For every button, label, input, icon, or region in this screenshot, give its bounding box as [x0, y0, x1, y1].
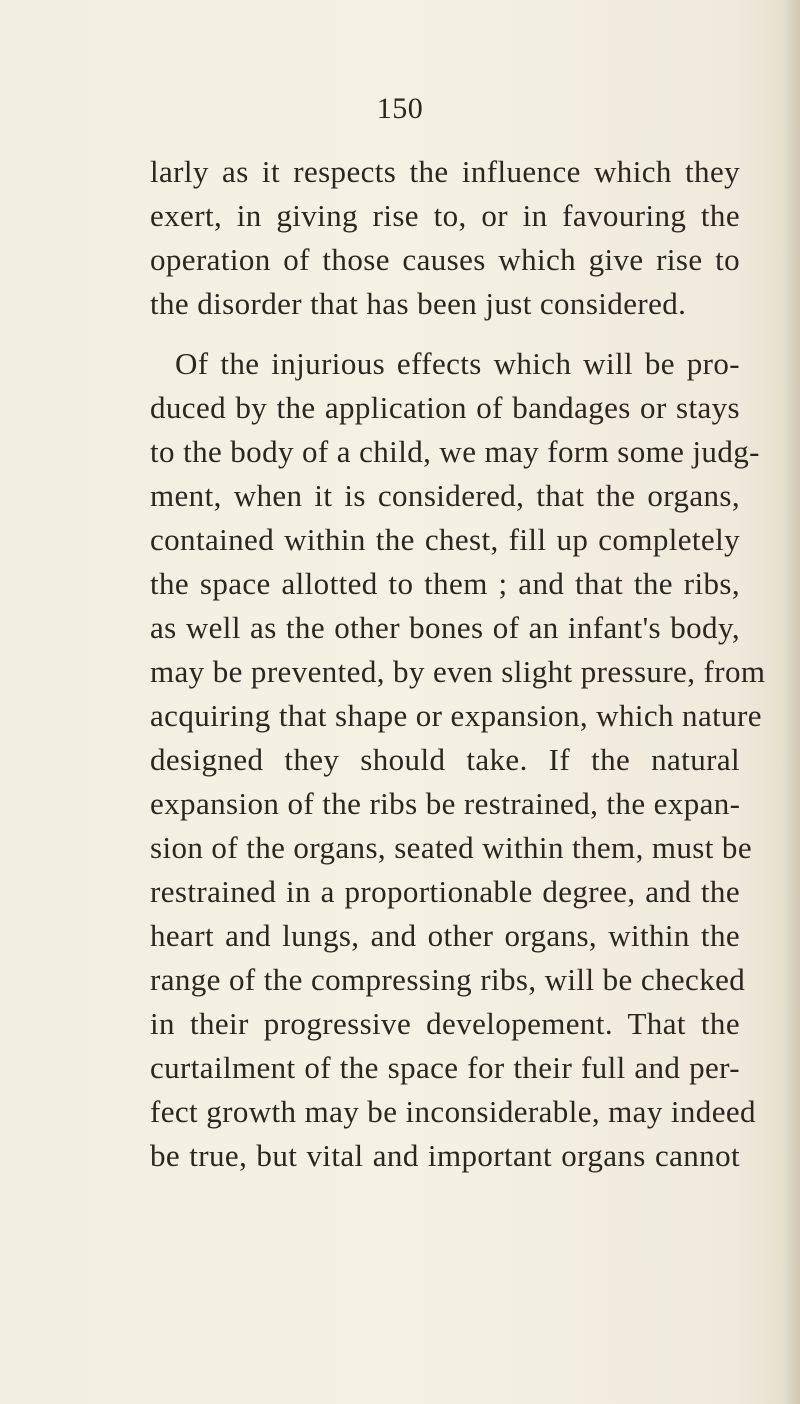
text-line: sion of the organs, seated within them, must be	[150, 830, 752, 865]
text-line: be true, but vital and important organs cannot	[150, 1138, 740, 1173]
text-line: the space allotted to them ; and that the ribs,	[150, 566, 740, 601]
text-line: fect growth may be inconsiderable, may indeed	[150, 1094, 756, 1129]
text-line: acquiring that shape or expansion, which nature	[150, 698, 762, 733]
text-line: operation of those causes which give rise to	[150, 242, 740, 277]
text-line: exert, in giving rise to, or in favouring the	[150, 198, 740, 233]
text-line: as well as the other bones of an infant's body,	[150, 610, 740, 645]
text-line: Of the injurious effects which will be pro-	[175, 346, 740, 381]
text-line: the disorder that has been just considered.	[150, 286, 687, 321]
text-line: larly as it respects the influence which they	[150, 154, 740, 189]
text-line: range of the compressing ribs, will be checked	[150, 962, 746, 997]
text-line: may be prevented, by even slight pressure, from	[150, 654, 766, 689]
text-line: ment, when it is considered, that the organs,	[150, 478, 740, 513]
text-line: heart and lungs, and other organs, within the	[150, 918, 740, 953]
text-line: restrained in a proportionable degree, and the	[150, 874, 740, 909]
text-line: curtailment of the space for their full and per-	[150, 1050, 740, 1085]
text-line: expansion of the ribs be restrained, the expan-	[150, 786, 741, 821]
text-line: to the body of a child, we may form some judg-	[150, 434, 760, 469]
text-line: in their progressive developement. That the	[150, 1006, 740, 1041]
page-number: 150	[376, 92, 424, 125]
page-edge-shadow	[782, 0, 800, 1404]
text-line: designed they should take. If the natural	[150, 742, 740, 777]
text-line: duced by the application of bandages or stays	[150, 390, 740, 425]
text-line: contained within the chest, fill up completely	[150, 522, 740, 557]
